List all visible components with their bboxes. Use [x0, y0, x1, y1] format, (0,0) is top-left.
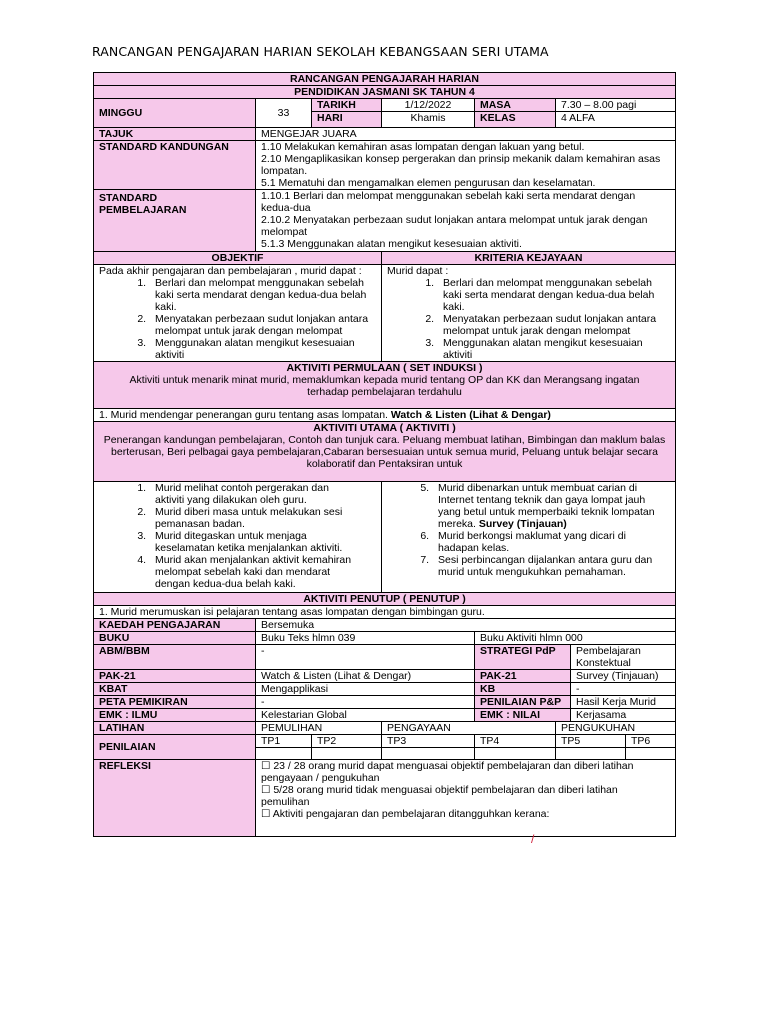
standard-pembelajaran-line: 5.1.3 Menggunakan alatan mengikut kesesuaian aktiviti.: [261, 238, 522, 250]
emk-ilmu-label: EMK : ILMU: [94, 709, 256, 722]
permulaan-step-method: Watch & Listen (Lihat & Dengar): [390, 409, 551, 421]
utama-left: [94, 482, 382, 593]
penutup-step: 1. Murid merumuskan isi pelajaran tentang asas lompatan dengan bimbingan guru.: [94, 606, 676, 619]
utama-item: 7. Sesi perbincangan dijalankan antara guru dan murid untuk mengukuhkan pemahaman.: [432, 554, 667, 578]
tp-3-value: [382, 748, 475, 760]
utama-item: 1. Murid melihat contoh pergerakan dan aktiviti yang dilakukan oleh guru.: [149, 482, 361, 506]
tarikh-label: TARIKH: [312, 99, 382, 112]
utama-item: 3. Murid ditegaskan untuk menjaga keselamatan ketika menjalankan aktiviti.: [149, 530, 361, 554]
objektif-item: 3. Menggunakan alatan mengikut kesesuaian aktiviti: [149, 337, 369, 361]
pak21-label: PAK-21: [94, 670, 256, 683]
plan-title: RANCANGAN PENGAJARAH HARIAN: [94, 73, 676, 86]
standard-pembelajaran-line: 1.10.1 Berlari dan melompat menggunakan sebelah kaki serta mendarat dengan kedua-dua: [261, 190, 636, 214]
tp-6: TP6: [626, 735, 676, 748]
pak21-label-2: PAK-21: [475, 670, 571, 683]
penilaian-pp-value: Hasil Kerja Murid: [571, 696, 676, 709]
standard-kandungan-value: [256, 141, 676, 190]
hari-label: HARI: [312, 112, 382, 128]
kbat-label: KBAT: [94, 683, 256, 696]
kriteria-item: 1. Berlari dan melompat menggunakan sebelah kaki serta mendarat dengan kedua-dua belah kaki.: [437, 277, 665, 313]
tp-1: TP1: [256, 735, 312, 748]
penilaian-pp-label: PENILAIAN P&P: [475, 696, 571, 709]
permulaan-label: AKTIVITI PERMULAAN ( SET INDUKSI ): [286, 362, 483, 374]
kriteria-content: [382, 265, 676, 362]
tp-4: TP4: [475, 735, 556, 748]
kriteria-label: KRITERIA KEJAYAAN: [382, 252, 676, 265]
kriteria-item: 3. Menggunakan alatan mengikut kesesuaian aktiviti: [437, 337, 665, 361]
kelas-value: 4 ALFA: [556, 112, 676, 128]
refleksi-content: [256, 760, 676, 837]
utama-right: [382, 482, 676, 593]
tp-5-value: [556, 748, 626, 760]
emk-ilmu-value: Kelestarian Global: [256, 709, 475, 722]
utama-item: 4. Murid akan menjalankan aktivit kemahiran melompat sebelah kaki dan mendarat dengan kedua-dua belah kaki.: [149, 554, 361, 590]
utama-item-5-text: Murid dibenarkan untuk membuat carian di Internet tentang teknik dan gaya lompat jauh yang betul untuk memperbaiki teknik lompatan mereka.: [438, 482, 655, 530]
objektif-item: 2. Menyatakan perbezaan sudut lonjakan antara melompat untuk jarak dengan melompat: [149, 313, 369, 337]
penilaian-label: PENILAIAN: [94, 735, 256, 760]
kriteria-intro: Murid dapat :: [387, 265, 449, 277]
tp-2: TP2: [312, 735, 382, 748]
utama-item: [432, 482, 667, 530]
standard-kandungan-line: 2.10 Mengaplikasikan konsep pergerakan dan prinsip mekanik dalam kemahiran asas lompatan.: [261, 153, 661, 177]
pen-mark: /: [531, 832, 535, 846]
latihan-pengayaan: PENGAYAAN: [382, 722, 556, 735]
utama-section: [94, 422, 676, 482]
latihan-pemulihan: PEMULIHAN: [256, 722, 382, 735]
tp-3: TP3: [382, 735, 475, 748]
abm-label: ABM/BBM: [94, 645, 256, 670]
kaedah-value: Bersemuka: [256, 619, 676, 632]
masa-value: 7.30 – 8.00 pagi: [556, 99, 676, 112]
permulaan-step: [94, 409, 676, 422]
tarikh-value: 1/12/2022: [382, 99, 475, 112]
standard-pembelajaran-label-2: PEMBELAJARAN: [99, 204, 187, 216]
kb-value: -: [571, 683, 676, 696]
utama-label: AKTIVITI UTAMA ( AKTIVITI ): [313, 422, 456, 434]
tp-5: TP5: [556, 735, 626, 748]
objektif-content: [94, 265, 382, 362]
pak21-value: Watch & Listen (Lihat & Dengar): [256, 670, 475, 683]
strategi-label: STRATEGI PdP: [475, 645, 571, 670]
kriteria-item: 2. Menyatakan perbezaan sudut lonjakan antara melompat untuk jarak dengan melompat: [437, 313, 665, 337]
utama-desc: Penerangan kandungan pembelajaran, Contoh dan tunjuk cara. Peluang membuat latihan, Bimbingan dan maklum balas berterusan, Beri pelbagai gaya pembelajaran,Cabaran bersesuaian untuk semua murid, Peluang untuk belajar secara kolaboratif dan Pentaksiran untuk: [103, 434, 666, 470]
utama-item: 2. Murid diberi masa untuk melakukan sesi pemanasan badan.: [149, 506, 361, 530]
latihan-label: LATIHAN: [94, 722, 256, 735]
utama-item: 6. Murid berkongsi maklumat yang dicari di hadapan kelas.: [432, 530, 667, 554]
permulaan-section: [94, 362, 676, 409]
emk-nilai-value: Kerjasama: [571, 709, 676, 722]
peta-label: PETA PEMIKIRAN: [94, 696, 256, 709]
page-heading: RANCANGAN PENGAJARAN HARIAN SEKOLAH KEBANGSAAN SERI UTAMA: [92, 44, 549, 59]
refleksi-line: ☐ 5/28 orang murid tidak menguasai objektif pembelajaran dan diberi latihan pemulihan: [261, 784, 618, 808]
lesson-plan-table: [93, 72, 676, 837]
standard-kandungan-line: 1.10 Melakukan kemahiran asas lompatan dengan lakuan yang betul.: [261, 141, 585, 153]
tajuk-value: MENGEJAR JUARA: [256, 128, 676, 141]
tajuk-label: TAJUK: [94, 128, 256, 141]
standard-pembelajaran-value: [256, 190, 676, 252]
minggu-label: MINGGU: [94, 99, 256, 128]
kaedah-label: KAEDAH PENGAJARAN: [94, 619, 256, 632]
emk-nilai-label: EMK : NILAI: [475, 709, 571, 722]
standard-pembelajaran-label: [94, 190, 256, 252]
objektif-label: OBJEKTIF: [94, 252, 382, 265]
pak21-value-2: Survey (Tinjauan): [571, 670, 676, 683]
masa-label: MASA: [475, 99, 556, 112]
utama-item-5-method: Survey (Tinjauan): [478, 518, 567, 530]
objektif-intro: Pada akhir pengajaran dan pembelajaran , murid dapat :: [99, 265, 362, 277]
refleksi-line: ☐ 23 / 28 orang murid dapat menguasai objektif pembelajaran dan diberi latihan pengayaan / pengukuhan: [261, 760, 634, 784]
refleksi-line: ☐ Aktiviti pengajaran dan pembelajaran ditangguhkan kerana:: [261, 808, 550, 820]
plan-subtitle: PENDIDIKAN JASMANI SK TAHUN 4: [94, 86, 676, 99]
tp-2-value: [312, 748, 382, 760]
permulaan-step-text: 1. Murid mendengar penerangan guru tentang asas lompatan.: [99, 409, 388, 421]
kelas-label: KELAS: [475, 112, 556, 128]
lesson-plan-sheet: [93, 72, 675, 837]
buku-teks: Buku Teks hlmn 039: [256, 632, 475, 645]
tp-1-value: [256, 748, 312, 760]
penutup-label: AKTIVITI PENUTUP ( PENUTUP ): [94, 593, 676, 606]
tp-4-value: [475, 748, 556, 760]
standard-kandungan-line: 5.1 Mematuhi dan mengamalkan elemen pengurusan dan keselamatan.: [261, 177, 596, 189]
kb-label: KB: [475, 683, 571, 696]
abm-value: -: [256, 645, 475, 670]
buku-label: BUKU: [94, 632, 256, 645]
peta-value: -: [256, 696, 475, 709]
standard-pembelajaran-line: 2.10.2 Menyatakan perbezaan sudut lonjakan antara melompat untuk jarak dengan melompat: [261, 214, 648, 238]
buku-aktiviti: Buku Aktiviti hlmn 000: [475, 632, 676, 645]
standard-pembelajaran-label-1: STANDARD: [99, 192, 158, 204]
strategi-value: Pembelajaran Konstektual: [571, 645, 676, 670]
refleksi-label: REFLEKSI: [94, 760, 256, 837]
kbat-value: Mengapplikasi: [256, 683, 475, 696]
standard-kandungan-label: STANDARD KANDUNGAN: [94, 141, 256, 190]
permulaan-desc: Aktiviti untuk menarik minat murid, memaklumkan kepada murid tentang OP dan KK dan Merangsang ingatan terhadap pembelajaran terdahulu: [129, 374, 640, 398]
hari-value: Khamis: [382, 112, 475, 128]
tp-6-value: [626, 748, 676, 760]
objektif-item: 1. Berlari dan melompat menggunakan sebelah kaki serta mendarat dengan kedua-dua belah kaki.: [149, 277, 369, 313]
minggu-value: 33: [256, 99, 312, 128]
latihan-pengukuhan: PENGUKUHAN: [556, 722, 676, 735]
